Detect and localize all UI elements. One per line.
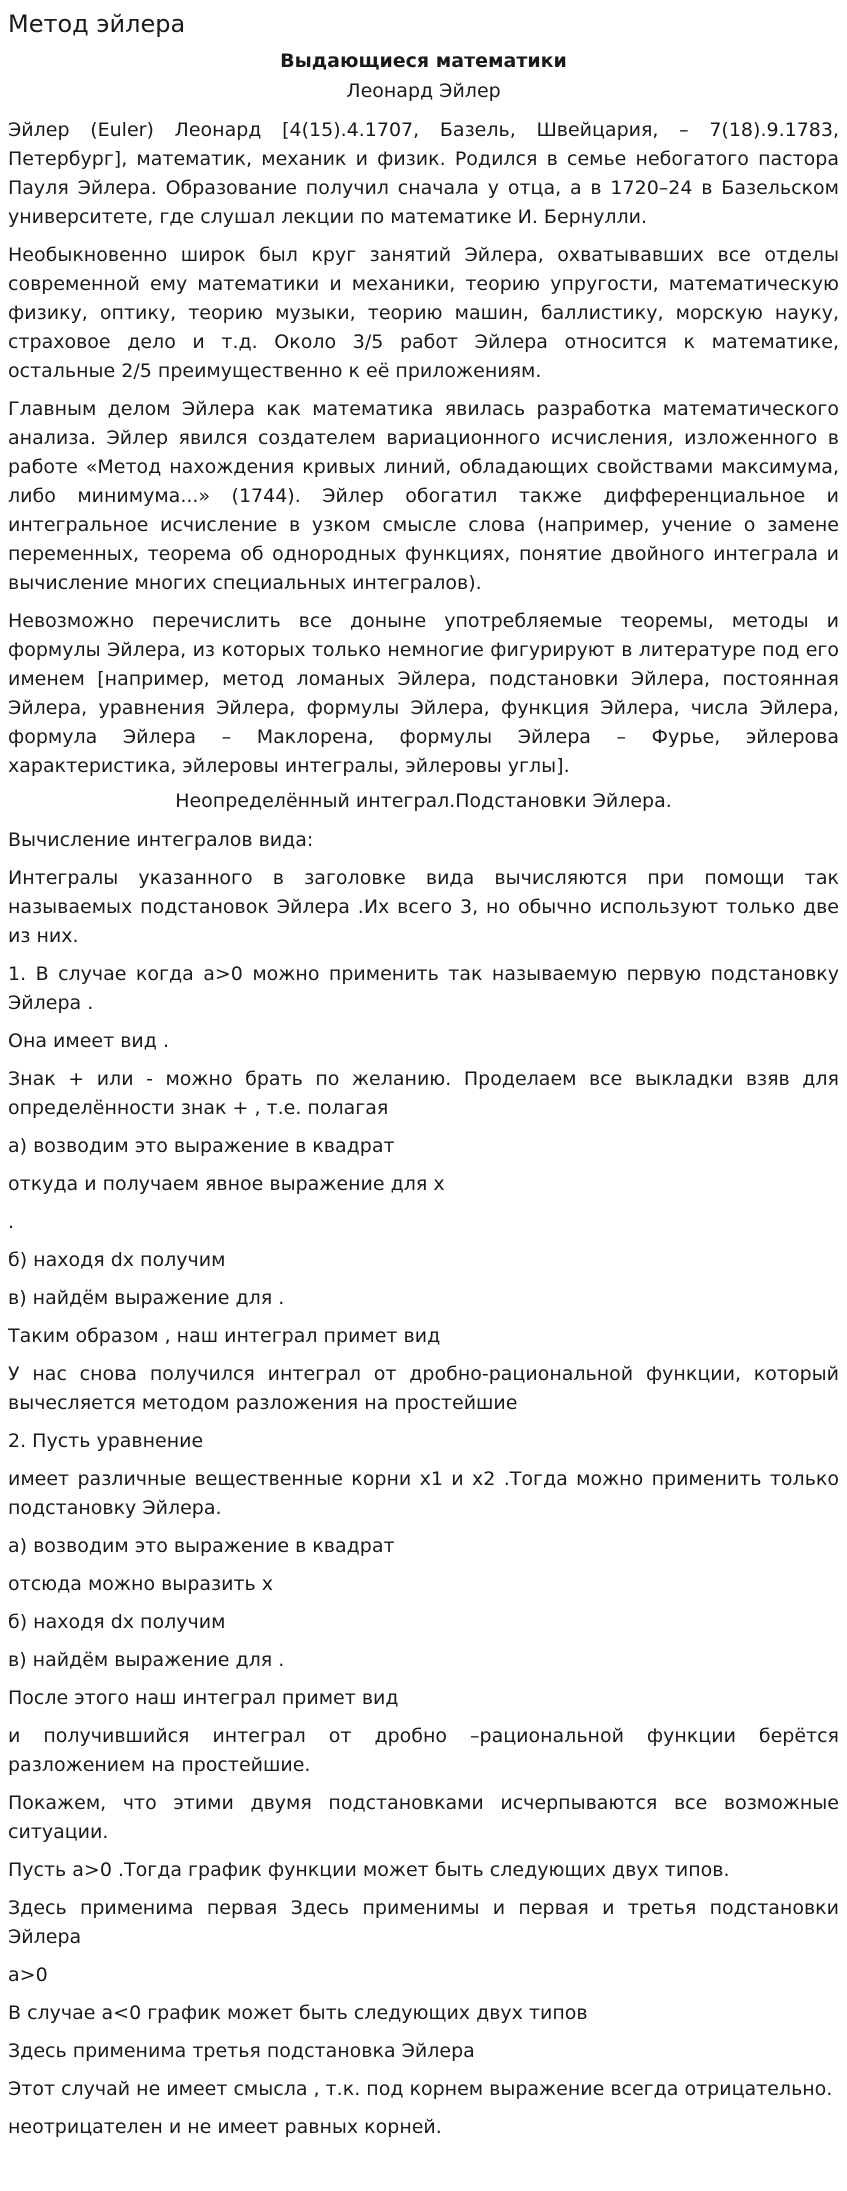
body-paragraph: После этого наш интеграл примет вид (8, 1687, 399, 1709)
section-title: Неопределённый интеграл.Подстановки Эйлера. (175, 790, 672, 812)
bio-paragraph: Главным делом Эйлера как математика явилась разработка математического анализа. Эйлер явился создателем вариационного исчисления, изложенного в работе «Метод нахождения кривых линий, обладающих свойствами максимума, либо минимума...» (1744). Эйлер обогатил также дифференциальное и интегральное исчисление в узком смысле слова (например, учение о замене переменных, теорема об однородных функциях, понятие двойного интеграла и вычисление многих специальных интегралов). (8, 398, 839, 594)
body-paragraph: У нас снова получился интеграл от дробно-рациональной функции, который вычесляется методом разложения на простейшие (8, 1363, 839, 1414)
body-paragraph: В случае a<0 график может быть следующих двух типов (8, 2002, 588, 2024)
body-paragraph: б) находя dx получим (8, 1611, 226, 1633)
body-paragraph: Здесь применима третья подстановка Эйлера (8, 2040, 475, 2062)
body-paragraph: Пусть a>0 .Тогда график функции может быть следующих двух типов. (8, 1859, 730, 1881)
article-subheading: Леонард Эйлер (346, 80, 501, 102)
body-paragraph: а) возводим это выражение в квадрат (8, 1135, 395, 1157)
body-paragraph: Этот случай не имеет смысла , т.к. под корнем выражение всегда отрицательно. (8, 2078, 833, 2100)
body-paragraph: Здесь применима первая Здесь применимы и первая и третья подстановки Эйлера (8, 1897, 839, 1948)
body-paragraph: имеет различные вещественные корни x1 и x2 .Тогда можно применить только подстановку Эйлера. (8, 1468, 839, 1519)
body-paragraph: б) находя dx получим (8, 1249, 226, 1271)
body-paragraph: в) найдём выражение для . (8, 1287, 285, 1309)
body-paragraph: Знак + или - можно брать по желанию. Проделаем все выкладки взяв для определённости знак + , т.е. полагая (8, 1068, 839, 1119)
body-paragraph: Она имеет вид . (8, 1030, 169, 1052)
bio-paragraph: Необыкновенно широк был круг занятий Эйлера, охватывавших все отделы современной ему математики и механики, теорию упругости, математическую физику, оптику, теорию музыки, теорию машин, баллистику, морскую науку, страховое дело и т.д. Около 3/5 работ Эйлера относится к математике, остальные 2/5 преимущественно к её приложениям. (8, 244, 839, 382)
body-paragraph: откуда и получаем явное выражение для x (8, 1173, 445, 1195)
body-paragraph: Интегралы указанного в заголовке вида вычисляются при помощи так называемых подстановок Эйлера .Их всего 3, но обычно используют только две из них. (8, 867, 839, 947)
body-paragraph: отсюда можно выразить x (8, 1573, 274, 1595)
body-paragraph: Вычисление интегралов вида: (8, 829, 314, 851)
body-paragraph: 1. В случае когда a>0 можно применить так называемую первую подстановку Эйлера . (8, 963, 839, 1014)
body-paragraph: неотрицателен и не имеет равных корней. (8, 2116, 442, 2138)
article-heading: Выдающиеся математики (280, 50, 567, 72)
body-paragraph: . (8, 1211, 15, 1233)
body-paragraph: Покажем, что этими двумя подстановками исчерпываются все возможные ситуации. (8, 1792, 839, 1843)
bio-paragraph: Эйлер (Euler) Леонард [4(15).4.1707, Базель, Швейцария, – 7(18).9.1783, Петербург], математик, механик и физик. Родился в семье небогатого пастора Пауля Эйлера. Образование получил сначала у отца, а в 1720–24 в Базельском университете, где слушал лекции по математике И. Бернулли. (8, 119, 839, 228)
page-title: Метод эйлера (8, 10, 186, 38)
body-paragraph: Таким образом , наш интеграл примет вид (8, 1325, 441, 1347)
body-paragraph: а) возводим это выражение в квадрат (8, 1535, 395, 1557)
body-paragraph: в) найдём выражение для . (8, 1649, 285, 1671)
body-paragraph: и получившийся интеграл от дробно –рациональной функции берётся разложением на простейшие. (8, 1725, 839, 1776)
bio-paragraph: Невозможно перечислить все доныне употребляемые теоремы, методы и формулы Эйлера, из которых только немногие фигурируют в литературе под его именем [например, метод ломаных Эйлера, подстановки Эйлера, постоянная Эйлера, уравнения Эйлера, формулы Эйлера, функция Эйлера, числа Эйлера, формула Эйлера – Маклорена, формулы Эйлера – Фурье, эйлерова характеристика, эйлеровы интегралы, эйлеровы углы]. (8, 610, 839, 777)
body-paragraph: 2. Пусть уравнение (8, 1430, 204, 1452)
body-paragraph: a>0 (8, 1964, 48, 1986)
